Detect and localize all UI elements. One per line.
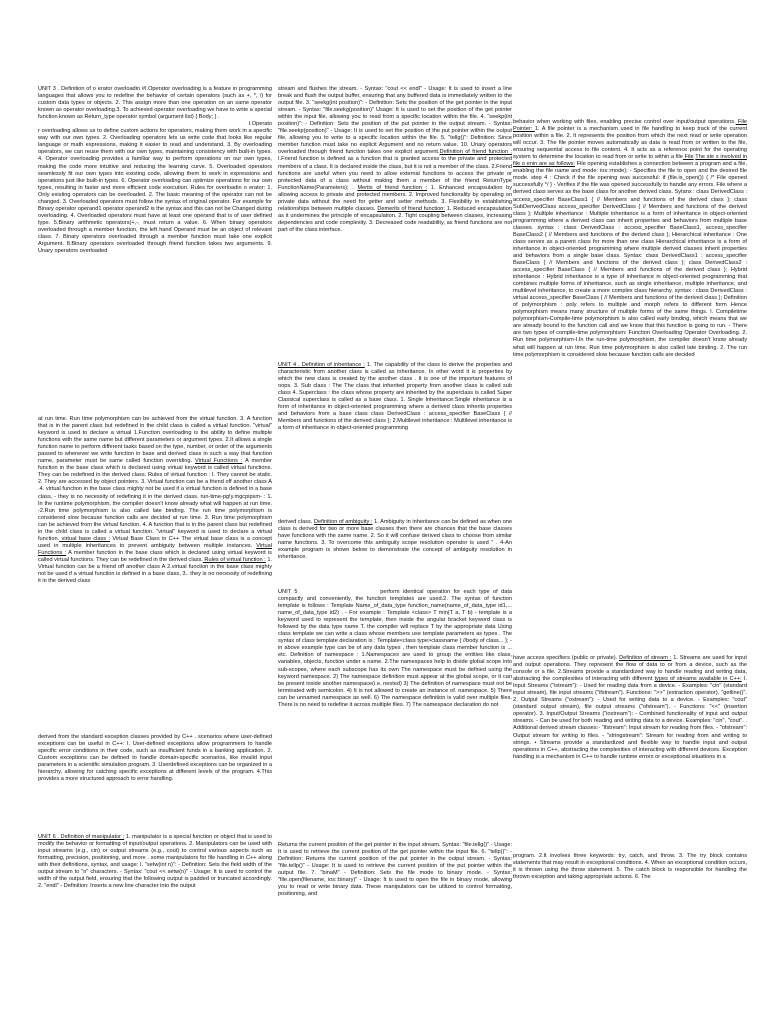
user-defined-exceptions-text: derived from the standard exception classes provided by C++ . scenarios where user-defined exceptions can be useful in C++: I. User-defined exceptions allow programmers to handle specific error conditions in their code, such as insufficient funds in a banking application. 2. Custom exceptions can be defined to handle domain-specific scenarios, like invalid input parameters in a scientific simulation program. 3. Userdefined exceptions can be organized in a hierarchy, allowing for catching specific exceptions at different levels of the program. 4.This provides a more structured approach to error handling. [38, 734, 272, 783]
file-opening-inheritance-text: File opening establishes a connection between a program and a file, enabling the file name and mode: ios::mode); - Specifies the file to open and the desired file mode. step 4 : Check if the file opening was successful: if (file.is_open()) { /* File opened successfully */ } - Verifies if the file was opened successfully to handle any errors. File where a derived class serves as the base class for another derived class. Sytanx : class DerivedClass : access_specifier BaseClass1 { // Members and functions of the derived class }; class SubDerivedClass access_specifier DerivedClass { // Members and functions of the derived class }; Multiple inheritance : Multiple inheritance is a form of inheritance in object-oriented programming where a derived class can inherit properties and behaviors from multiple base classes. syntax : class DerivedClass : access_specifier BaseClass1, access_specifier BaseClass2 { // Members and functions of the derived class }; Hierarchical inheritance : One class serves as a parent class for more than one class Hierarchical inheritance is a form of inheritance in object-oriented programming where multiple derived classes inherit properties and behaviors from a single base class. Syntax: class DerivedClass1 : access_specifier BaseClass { // Members and functions of the derived class }; class DerivedClass2 : access_specifier BaseClass { // Members and functions of the derived class }; Hybrid inheritance : Hybrid inheritance is a type of inheritance in object-oriented programming that combines multiple forms of inheritance, such as single inheritance, multiple inheritance, and multilevel inheritance, to create a more complex class hierarchy. syntax : class DerivedClass : virtual access_specifier BaseClass { // Members and functions of the derived class }; Definition of polymorphism : poly refers to multiple and morph refers to different form Hence polymorphism means many structure of multiple forms of the same things. I. Compiletime polymorphism-Compile-time polymorphism is also called early binding, which means that we are already bound to the function call and we know that this function is going to run. - There are two types of compile-time polymorphism: Function Overloading Operator Overloading. 2. Run time polymorphism-I.In the run-time polymorphism, the compiler doesn't know already what will happen at run time. Run time polymorphism is also called late binding. 2. The run time polymorphism is considered slow because function calls are decided [513, 161, 747, 358]
rules-text: 1. Virtual function can be a friend off another class A 2.virtual function in the base class mighty not be used if a virtual function is defined in a base class, 3.. they is no necessity of redefining it in the derived class [38, 556, 272, 585]
friend-function-heading: Definition of friend function : [439, 149, 512, 156]
demerits-heading: Demerits of friend function: [377, 205, 445, 212]
file-behavior-text: behavior when working with files, enabling precise control over input/output operations. [513, 119, 736, 125]
friend-function-text: I.Friend function is defined as a function that is granted access to the private and protected members of a class. It is declared inside the class, but it is not a member of the class. 2.Friend functions are useful when you need to allow external functions to access the private or protected data of a class without making them a member of the friend ReturnType FunctionName(Parameters); . [278, 156, 512, 191]
ambiguity-heading: Definition of ambiguity : [313, 519, 373, 525]
virtual-functions-text: A member function in the base class which is declared using virtual keyword is called virtual functions. They can be redefined in the derived class. Rules of virtual function : I. They cannot be static. 2. They are accessed by object pointers. 3. Virtual function can be a friend off another class A .4. virtual function in the base class mighty not be used if a virtual function is defined in a base class, - they is no necessity of redefining it in the derived class. run-time-pg!y.mgcpipsm- : 1. In the runtime polymorphism, the compiler doesn't know already what will happen at run time. -2.Run time polymorphism is also called late binding. The run time polymorphism is considered slow because function calls are decided at run time. 3. Run time polymorphism can be achieved from the virtual function. 4. A function that is in the parent class but redefined in the child class is called a virtual function. "virtual" keyword is used to declare a virtual function. [38, 458, 272, 542]
file-opening-steps-heading: The ste s involved in file o enin are as follows: [513, 154, 747, 168]
col3-block-file-pointer [513, 119, 747, 606]
unit4-heading: UNIT 4 . Definition of inheritance : [278, 362, 365, 368]
manipulator-text: 1. manipulator is a special function or object that is used to modify the behavior or formatting of input/output operations. 2. Manipulators can be used with input streams (e.g., cin) or output streams (e.g., cout) to control various aspects such as formatting, precision, positioning, and more . some manipulators for file handling in C++ along with their definitions, syntax, and usage: I. "setw(int n)": - Definition: Sets the field width of the output stream to "n" characters. - Syntax: "cout << setw(n)" - Usage: It is used to control the width of the output field, ensuring that the following output is padded or truncated accordingly. 2. "endl" - Definition: Inserts a new line character into the output [38, 834, 272, 890]
unit5-heading: UNIT 5 [278, 589, 298, 595]
col3-block-streams [513, 655, 747, 827]
col1-block-unit6 [38, 834, 272, 926]
stream-text: 1. Streams are used for input and output operations. They represent the flow of data to or from a device, such as the console or a file. 2.Streams provide a standardized way to handle reading and writing data, abstracting the complexities of interacting with different [513, 655, 747, 683]
virtual-functions-heading-2: Virtual Functions : [38, 542, 272, 556]
exception-keywords-text: program. 2.It involves three keywords: try, catch, and throw. 3. The try block contains statements that may result in exceptional conditions. 4. When an exceptional condition occurs, it is thrown using the throw statement. 5. The catch block is responsible for handling the thrown exception and taking appropriate actions. 6. The [513, 853, 747, 881]
virtual-functions-text-2: A member function in the base class which is declared using virtual keyword is called virtual functions. They can be redefined in the derived class. [38, 549, 272, 563]
col2-block-unit5 [278, 589, 512, 819]
unit3-intro: UNIT 3 . Definition of o erator overloadin #I.Operator overloading is a feature in programming languages that allows you to redefine the behavior of certain operators (such as +, *, /) for custom data types or objects. 2. This assign more than one operation on an same operator known as operator overloading.3. To achieved operator overloading we have to write a special function known as Return_type operator symbol (argument list) { Body; } . [38, 86, 272, 121]
access-specifiers-text: have access specifiers (public or private). [513, 655, 618, 661]
col2-block-ambiguity [278, 519, 512, 581]
col3-block-exception-keywords [513, 853, 747, 901]
ambiguity-text: 1. Ambiguity in inheritance can be defined as when one class is derived for two or more base classes then there are chances that the base classes have functions with the same name. 2. So it will confuse derived class to choose from similar name functions. 3. To overcome this ambiguity scope resolution operator is used " . 4-An example program is shown below to demonstrate the concept of ambiguity resolution in inheritance. [278, 519, 512, 561]
tell-functions-text: Returns the current position of the get pointer in the input stream. Syntax: "file.tellg()" - Usage: It is used to retrieve the current position of the get pointer within the input file. 6. "tellp()": - Definition: Returns the current position of the put pointer in the output stream. - Syntax: "file.tellp()" - Usage: It is used to retrieve the current position of the put pointer within the output file. 7. "binaM" - Definition: Sets the file mode to binary mode. - Syntax: "file.open(filename, ios::binary)" - Usage: It is used to open the file in binary mode, allowing you to read or write binary data. These manipulators can be utilized to control formatting, positioning, and [278, 842, 512, 898]
col1-block-exceptions [38, 734, 272, 830]
col1-block-virtual-functions [38, 416, 272, 718]
col2-block-tell-functions [278, 842, 512, 924]
unit3-right-fragment: I.Operato [248, 121, 272, 128]
file-pointer-text: 1. A file pointer is a mechanism used in file handling to keep track of the current position within a file. 2. It represents the position from which the next read or write operation will occur. 3. The file pointer moves automatically as data is read from or written to the file, ensuring sequential access to file content. 4. It acts as a reference point for the operating system to determine the location to read from or write to within a file [513, 126, 747, 161]
virtual-intro: at run time. Run time polymorphism can be achieved from the virtual function. 3. A function that is in the parent class but redefined in the child class is called a virtual function. "virtual" keyword is used to declare a virtual 1.Function overloading is the ability to define multiple functions with the same name but different parameters or argument types. 2.It allows a single function name to perform different tasks based on the type, number, or order of the arguments passed to whenever we write function in base and derived class in such a way that function name, parameter must be same called function overriding. [38, 416, 272, 465]
templates-namespaces-text: type of data compactly and conveniently, the function templates are used.2. The syntax of function template is follows : Template Name_of_data_type function_name(name_of_data_type id1,... name_of_data_type id2) . - For example : Template <class> T min(T a, T b) - template is a keyword used to represent the template, then inside the angular bracket keyword class is followed by the data type name T. the compiler will replace T by the appropriate data Using class template we can write a class whose members use template parameters as types . The syntax of class template declaration is : Template<class type>classname { //body of class... }; - in above example type can be of any data types , then template class member function is ... etc. Definition of namespace : 1.Namespaces are used to group the entities like class, variables, objects, function under a name. 2.The namespaces help to divide global scope into sub-scopes, where each subscope has its own The namespace must be defined using the keyword namespace. 2) The namespace definition must appear at the global scope, or it can be present inside another namespace(i.e. nested) 3) The definition of namespace must not be terminated with semicolon. 4) It is not allowed to create an instance of. namespace. 5) There can be unnamed namespace as well. 6) The namespace definition is valid over multiple files. There is no need to redefine it across multiple files. 7) The namespace declaration do not [278, 589, 512, 708]
virtual-base-class-text: Virtual Base Class in C++ The virtual base class is a concept used in multiple inheritances to prevent ambiguity between multiple instances. [38, 535, 272, 549]
ambiguity-lead: derived class. [278, 519, 313, 525]
rules-heading: Rules of virtual function : [202, 556, 266, 563]
col2-block-unit4 [278, 362, 512, 497]
stream-types-heading: types of streams available in C++: [654, 676, 742, 683]
merits-text: 1. Enhanced encapsulation by allowing access to private and protected members. 2. Improved functionality by operating on private data without the need for getter and setter methods. 3. Flexibility in establishing relationships between multiple classes. [278, 184, 512, 212]
unit3-rest: r overloading allows us to define custom actions for operators, making them work in a specific way with our own types. 2. Overloading operators lets us write code that looks like regular language or math expressions, making it easier to read and understand. 3. By overloading operators, we can reuse them with our own types, maintaining consistency with built-in types. 4. Operator overloading provides a familiar way to perform operations on our own types, making the code more intuitive and reducing the learning curve. 5. Overloaded operators seamlessly fit our own types into existing code, allowing them to work in expressions and operations just like built-in types. 6. Operator overloading can optimize operations for our own types, resulting in faster and more efficient code execution. Rules for overloadin o erator: 1. Only existing operators can be overloaded. 2. The basic meaning of the operator can not be changed. 3. Overloaded operators must follow the syntax of original operator. For example for Binary operator operand1 operator operand2 is the syntax and this can not be Changed during overloading. 4. Overloaded operators must have at least one operand that is of user defined type. 5.Binary arithmetic operators(+,-, must return a value. 6. When binary operators overloaded through a member function, the left hand Operand must be an object of relevant class. 7. Binary operators overloaded through a member function must take one explicit Argument. 8.Binary operators overloaded through friend function takes two arguments. 9. Unary operators overloaded [38, 128, 272, 255]
manipulators-text: stream and flushes the stream. - Syntax: "cout << endl" - Usage: It is used to insert a line break and flush the output buffer, ensuring that any buffered data is immediately written to the output file. 3. "seekg(int position)": - Definition: Sets the position of the get pointer in the input stream. - Syntax: "file.seekg(position)" Usage: It is used to set the position of the get pointer within the input file, allowing you to read from a specific location within the file. 4. "seekp(int position)": - Definition: Sets the position of the put pointer in the output stream. - Syntax: "file.seekp(position)" - Usage: It is used to set the position of the put pointer within the output file, allowing you to write to a specific location within the file. 5. "tellg()": Definition: Since member function must take no explicit Argument and no return value. 10. Unary operators overloaded through friend function takes one explicit argument. [278, 86, 512, 156]
merits-heading: Merits of friend function : [357, 184, 428, 191]
virtual-functions-heading: Virtual Functions : [194, 458, 243, 465]
demerits-text: 1. Reduced encapsulation as it undermines the principle of encapsulation. 2. Tight coupling between classes, increasing dependencies and code complexity. 3. Decreased code readability, as friend functions are not part of the class interface. [278, 205, 512, 233]
virtual-base-class-heading: virtual base class : [59, 535, 110, 542]
file-word: File [682, 154, 694, 161]
file-pointer-heading: File Pointer: [513, 119, 747, 133]
col1-block-unit3 [38, 86, 272, 371]
unit6-heading: UNIT 6 . Definition of manipulator : [38, 834, 125, 840]
stream-types-text: I. Input Streams ("istream"): - Used for reading data from a device. - Examples: "cin" (standard input stream), file input streams ("ifstream"). Functions: ">>" (extraction operator), "getline()". 2. Output Streams ("ostream"): - Used for writing data to a device. - Examples: "cout" (standard output stream), file output streams ("ofstream"). - Functions: "<<" (insertion operator). 3. Input/Output Streams ("iostream"): - Combined functionality of input and output streams. - Can be used for both reading and writing data to a device. Examples: "cin", "cout". . Additional derived stream classes:- "ifstream": Input stream for reading from files. - "ofstream": Output stream for writing to files. - "stringstream": Stream for reading from and writing to strings. • Streams provide a standardized and flexible way to handle input and output operations in C++, abstracting the complexities of interacting with different devices. Exception handling is a mechanism in C++ to handle runtime errors or exceptional situations in a [513, 676, 747, 760]
stream-heading: Definition of stream : [619, 655, 672, 661]
inheritance-text: 1. The capability of the class to derive the properties and characteristic from another class is called as inheritance. In other word it is properties by which the new class is created by the another class . It is one of the important features of oops. 3. Sub class : The The class that inherited property from another class is called sub class 4. Superclass : the class whose property are inherited by the superclass is called Super Classical superclass is called as a base class. 1. Single Inheritance:Single inheritance is a form of inheritance in object-oriented programming where a derived class inherits properties and behaviors from a base class class DerivedClass : access_specifier BaseClass { // Members and functions of the derived class }; 2.Multilevel inheritance : Multilevel inheritance is a form of inheritance in object-oriented programming [278, 362, 512, 432]
col2-block-manipulators-friend [278, 86, 512, 356]
unit5-heading-tail: perform identical operation for each [380, 589, 476, 595]
